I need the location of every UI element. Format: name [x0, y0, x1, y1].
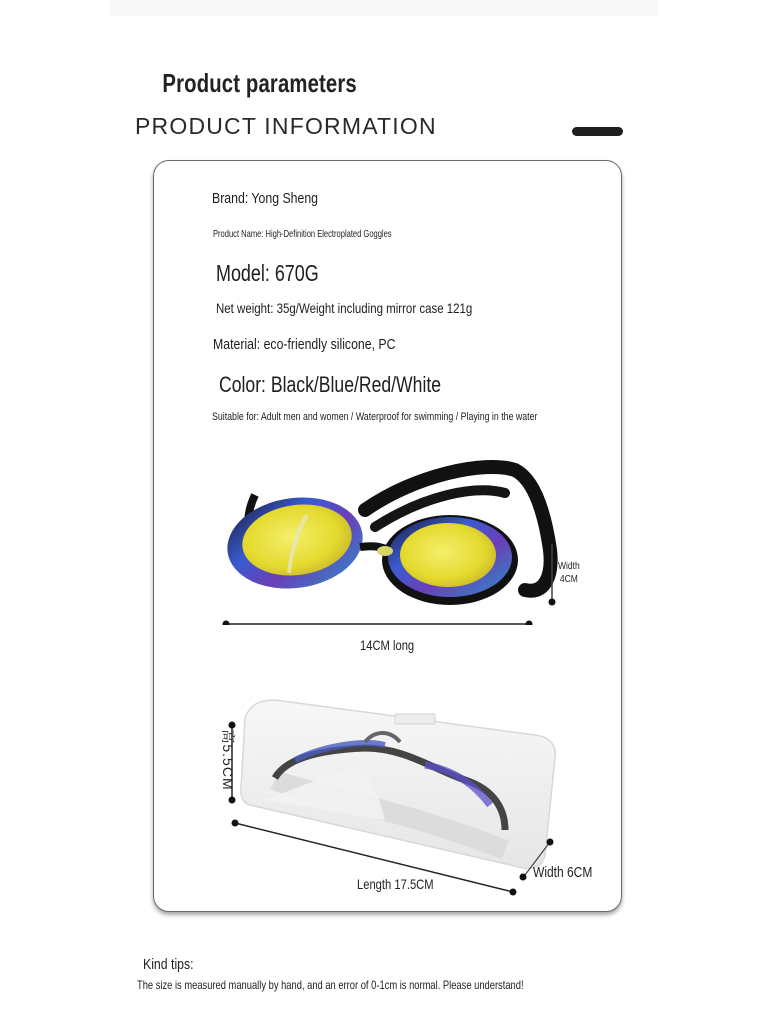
tips-title: Kind tips:	[143, 956, 194, 973]
tips-body: The size is measured manually by hand, and an error of 0-1cm is normal. Please understand!	[137, 978, 524, 992]
spec-suitable-for: Suitable for: Adult men and women / Waterproof for swimming / Playing in the water	[212, 411, 538, 423]
goggles-width-label-line1: Width	[558, 561, 580, 572]
spec-color: Color: Black/Blue/Red/White	[219, 372, 442, 397]
case-height-label: 高5.5CM	[220, 729, 236, 791]
goggles-image	[215, 455, 595, 625]
page-title: Product parameters	[162, 68, 357, 98]
spec-model: Model: 670G	[216, 260, 319, 286]
case-length-label: Length 17.5CM	[357, 876, 434, 892]
spec-product-name: Product Name: High-Definition Electroplated Goggles	[213, 228, 392, 240]
decorative-pill	[572, 127, 623, 136]
spec-net-weight: Net weight: 35g/Weight including mirror case 121g	[216, 300, 473, 316]
goggles-width-label-line2: 4CM	[559, 574, 578, 585]
page-subtitle: PRODUCT INFORMATION	[135, 113, 437, 139]
goggles-length-label: 14CM long	[360, 637, 415, 653]
case-width-label: Width 6CM	[533, 864, 593, 881]
spec-material: Material: eco-friendly silicone, PC	[213, 336, 396, 353]
top-strip	[110, 0, 658, 16]
goggles-width-label	[558, 560, 580, 586]
spec-brand: Brand: Yong Sheng	[212, 190, 319, 207]
